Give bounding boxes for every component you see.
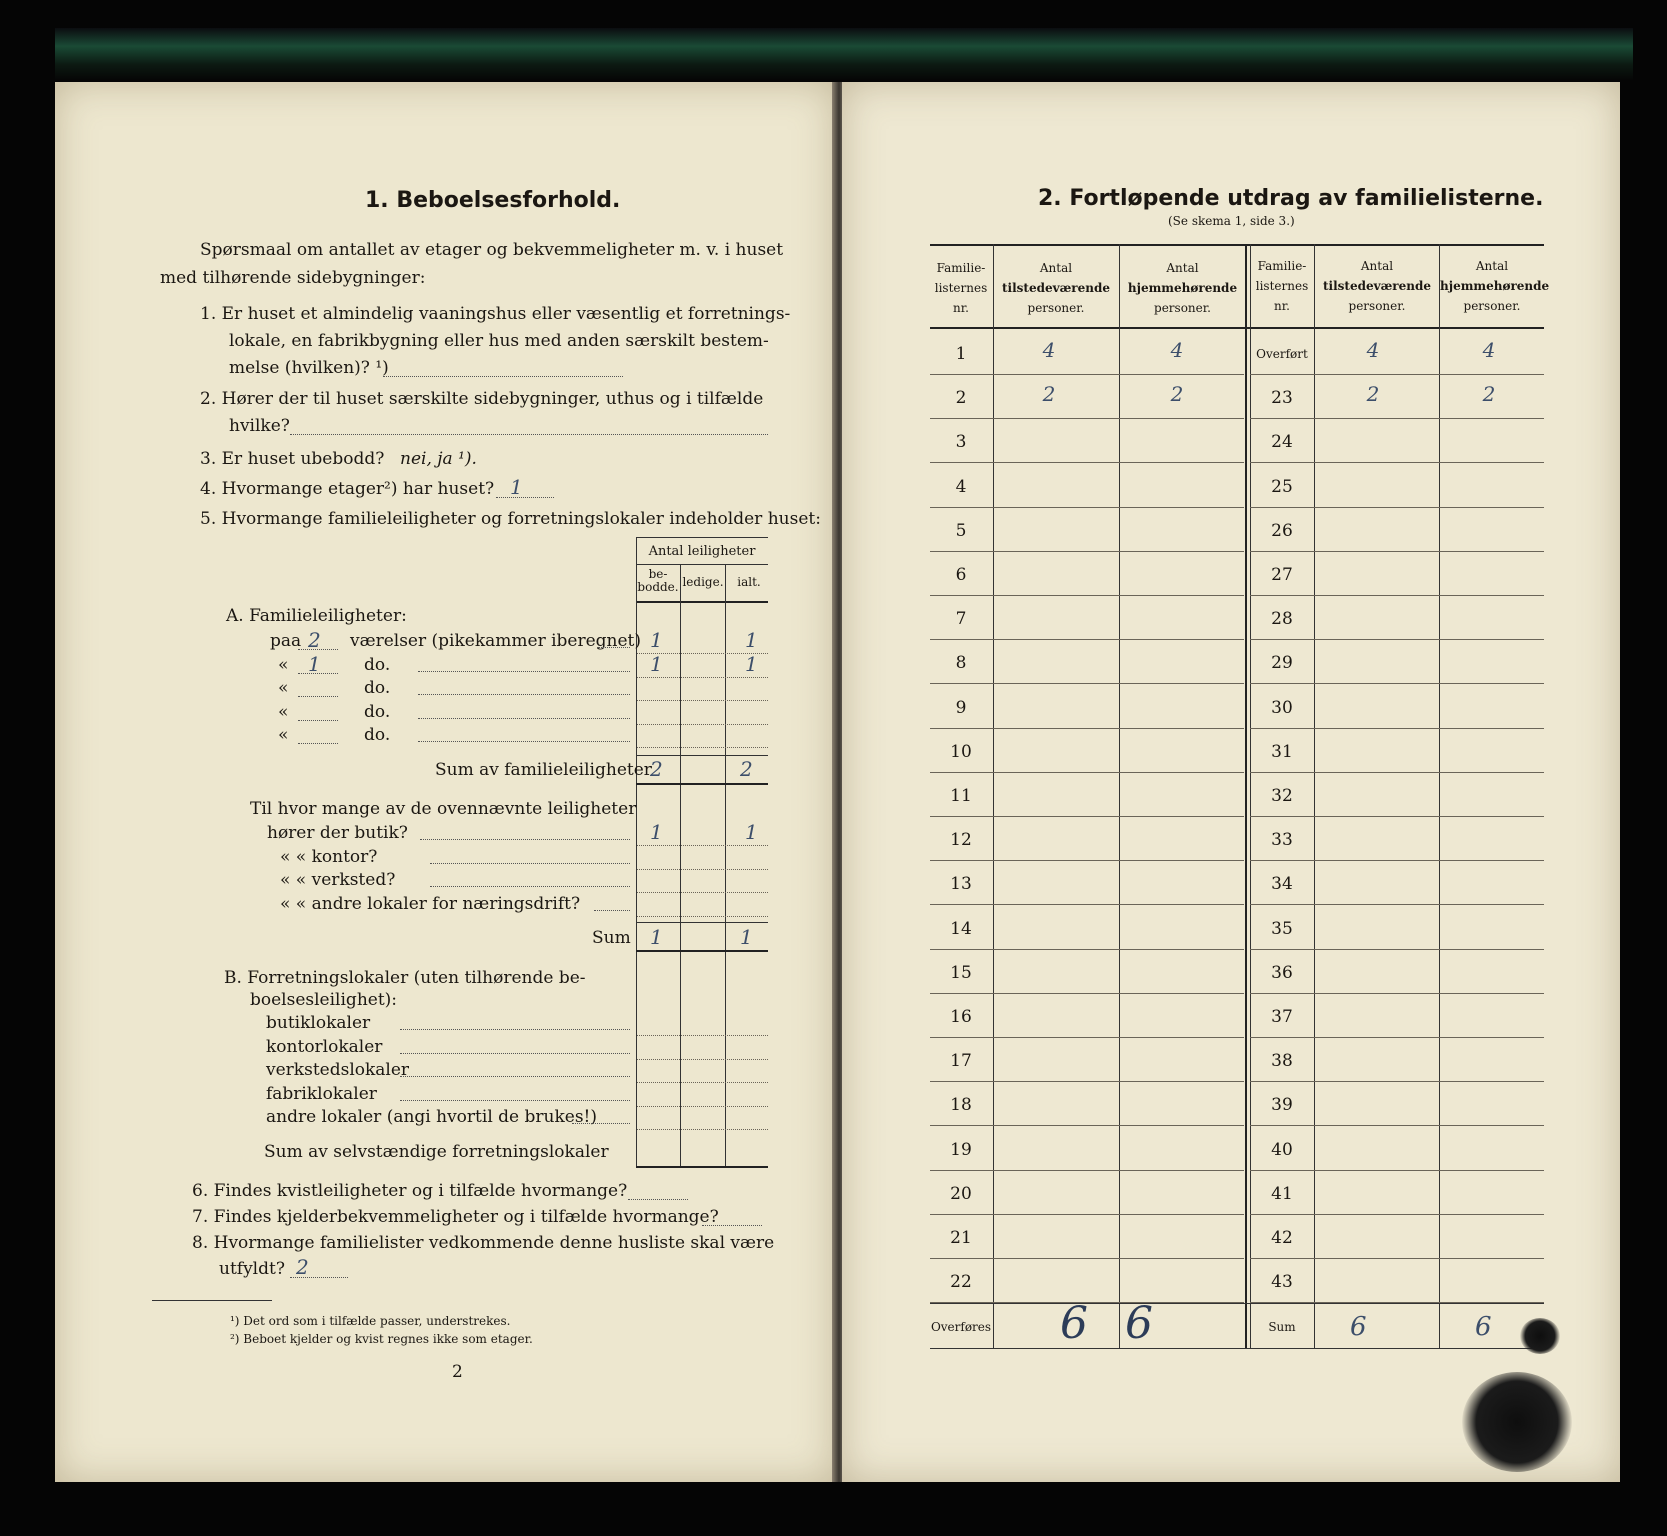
question-6: 6. Findes kvistleiligheter og i tilfælde hvormange?: [192, 1181, 628, 1201]
row-a-rooms-line: [298, 720, 338, 721]
row-a-leader: [598, 647, 630, 648]
header-nr-1: Familie-: [936, 261, 986, 275]
family-nr-right: 34: [1271, 874, 1293, 894]
row-a-label: do.: [364, 702, 391, 722]
header-nr-1-right: Familie-: [1257, 259, 1307, 273]
col-bebodde-2: bodde.: [637, 580, 679, 594]
family-rowline-left: [930, 1037, 1244, 1038]
family-nr-right: 36: [1271, 963, 1293, 983]
family-rowline-right: [1250, 462, 1544, 463]
family-vline-1: [993, 244, 994, 1348]
sum-a-top-line: [636, 755, 768, 756]
sum-shops-bebodde: 1: [650, 925, 663, 949]
sum-b-label: Sum av selvstændige forretningslokaler: [264, 1142, 609, 1162]
header-til-2-right: tilstedeværende: [1323, 279, 1431, 293]
family-rowline-left: [930, 1125, 1244, 1126]
family-nr-left: 10: [950, 742, 972, 762]
family-nr-left: 18: [950, 1095, 972, 1115]
row-a-prefix: «: [278, 702, 289, 722]
question-8-line-2: utfyldt?: [219, 1259, 285, 1279]
shops-row-leader: [594, 910, 630, 911]
family-rowline-right: [1250, 993, 1544, 994]
family-rowline-right: [1250, 418, 1544, 419]
family-rowline-right: [1250, 507, 1544, 508]
row-a-rooms-line: [298, 743, 338, 744]
family-rowline-left: [930, 639, 1244, 640]
family-hjem-left: 2: [1170, 382, 1184, 406]
family-rowline-right: [1250, 639, 1544, 640]
family-rowline-left: [930, 551, 1244, 552]
family-table-top-line: [930, 244, 1544, 246]
family-nr-left: 8: [955, 653, 967, 673]
family-nr-left: 6: [955, 565, 967, 585]
row-a-label: do.: [364, 725, 391, 745]
shops-row-label: hører der butik?: [267, 823, 408, 843]
family-rowline-left: [930, 507, 1244, 508]
col-ialt-header: ialt.: [737, 575, 761, 589]
family-rowline-right: [1250, 683, 1544, 684]
row-a-prefix: «: [278, 725, 289, 745]
family-nr-left: 7: [955, 609, 967, 629]
family-rowline-right: [1250, 772, 1544, 773]
family-nr-left: 14: [950, 919, 972, 939]
footnote-2: ²) Beboet kjelder og kvist regnes ikke som etager.: [230, 1332, 533, 1346]
family-rowline-left: [930, 816, 1244, 817]
family-rowline-right: [1250, 1258, 1544, 1259]
family-rowline-right: [1250, 860, 1544, 861]
family-nr-right: 41: [1271, 1184, 1293, 1204]
family-rowline-right: [1250, 728, 1544, 729]
header-hjem-1: Antal: [1166, 261, 1199, 275]
family-nr-left: 19: [950, 1140, 972, 1160]
family-vline-2: [1119, 244, 1120, 1348]
sum-b-bottom-line: [636, 1166, 768, 1168]
family-vline-3: [1245, 244, 1247, 1348]
sum-a-bottom-line: [636, 783, 768, 785]
section-b-row-leader: [400, 1100, 630, 1101]
footer-left-hjem: 6: [1125, 1298, 1153, 1349]
section-b-row-label: butiklokaler: [266, 1013, 371, 1033]
family-nr-left: 5: [955, 521, 967, 541]
question-4-answer: 1: [510, 475, 523, 499]
footnote-rule: [152, 1300, 272, 1301]
family-nr-left: 1: [955, 344, 967, 364]
shops-row-bebodde: 1: [650, 820, 663, 844]
family-rowline-left: [930, 1170, 1244, 1171]
section-a-heading: A. Familieleiligheter:: [226, 606, 407, 626]
footer-right-label: Sum: [1268, 1320, 1296, 1334]
section-b-row-label: verkstedslokaler: [266, 1060, 410, 1080]
table-vline-2: [680, 565, 681, 1167]
row-a-prefix: «: [278, 655, 289, 675]
family-nr-right: Overført: [1256, 347, 1308, 361]
family-til-right: 4: [1366, 338, 1380, 362]
family-vline-6: [1439, 244, 1440, 1348]
family-nr-right: 24: [1271, 432, 1293, 452]
family-rowline-left: [930, 418, 1244, 419]
section-b-row-label: kontorlokaler: [266, 1037, 383, 1057]
intro-line-1: Spørsmaal om antallet av etager og bekvemmeligheter m. v. i huset: [200, 240, 784, 260]
shops-row-cellline: [637, 869, 768, 870]
family-rowline-left: [930, 1214, 1244, 1215]
header-nr-3: nr.: [953, 301, 969, 315]
shops-question: Til hvor mange av de ovennævnte leiligheter: [250, 799, 637, 819]
family-rowline-left: [930, 683, 1244, 684]
header-nr-2-right: listernes: [1255, 279, 1309, 293]
row-a-cellline: [637, 724, 768, 725]
family-rowline-right: [1250, 374, 1544, 375]
answer-line-2: [290, 434, 768, 435]
shops-row-label: « « andre lokaler for næringsdrift?: [280, 894, 581, 914]
row-a-label: do.: [364, 655, 391, 675]
family-nr-right: 43: [1271, 1272, 1293, 1292]
family-vline-5: [1314, 244, 1315, 1348]
question-7: 7. Findes kjelderbekvemmeligheter og i tilfælde hvormange?: [192, 1207, 719, 1227]
answer-line-8: [290, 1277, 348, 1278]
sum-shops-bottom-line: [636, 950, 768, 952]
family-rowline-right: [1250, 1081, 1544, 1082]
family-rowline-left: [930, 595, 1244, 596]
header-hjem-left: [1120, 258, 1245, 318]
family-nr-left: 4: [955, 477, 967, 497]
family-nr-left: 21: [950, 1228, 972, 1248]
shops-row-cellline: [637, 845, 768, 846]
family-rowline-left: [930, 462, 1244, 463]
ink-stain-small: [1520, 1318, 1560, 1354]
shops-row-label: « « verksted?: [280, 870, 396, 890]
family-nr-left: 22: [950, 1272, 972, 1292]
header-nr-right: [1250, 256, 1314, 316]
footnote-1: ¹) Det ord som i tilfælde passer, understrekes.: [230, 1314, 511, 1328]
shops-row-label: « « kontor?: [280, 847, 378, 867]
row-a-prefix: «: [278, 678, 289, 698]
family-rowline-right: [1250, 1125, 1544, 1126]
family-rowline-left: [930, 949, 1244, 950]
scan-top-band: [55, 28, 1633, 80]
table-header: Antal leiligheter: [648, 544, 756, 559]
family-nr-right: 35: [1271, 919, 1293, 939]
family-nr-right: 40: [1271, 1140, 1293, 1160]
family-footer-top-line: [930, 1303, 1544, 1304]
family-nr-left: 12: [950, 830, 972, 850]
family-nr-left: 17: [950, 1051, 972, 1071]
section-b-row-cellline: [637, 1035, 768, 1036]
family-rowline-right: [1250, 904, 1544, 905]
col-bebodde-1: be-: [648, 567, 668, 581]
question-2-line-2: hvilke?: [229, 416, 290, 436]
section-b-row-leader: [400, 1076, 630, 1077]
family-nr-right: 33: [1271, 830, 1293, 850]
section-b-row-cellline: [637, 1129, 768, 1130]
family-table-bottom-line: [930, 1348, 1544, 1349]
section-b-row-cellline: [637, 1082, 768, 1083]
family-rowline-left: [930, 860, 1244, 861]
answer-line-4: [496, 497, 554, 498]
right-page-subtitle: (Se skema 1, side 3.): [1168, 214, 1295, 228]
section-b-heading-1: B. Forretningslokaler (uten tilhørende be-: [224, 968, 586, 988]
table-subheader-line: [636, 601, 768, 603]
row-a-cellline: [637, 700, 768, 701]
header-til-1: Antal: [1039, 261, 1073, 275]
family-nr-right: 23: [1271, 388, 1293, 408]
family-hjem-right: 2: [1482, 382, 1496, 406]
sum-a-bebodde: 2: [650, 757, 663, 781]
family-rowline-right: [1250, 1170, 1544, 1171]
left-page-number: 2: [452, 1362, 463, 1382]
family-nr-right: 38: [1271, 1051, 1293, 1071]
row-a-leader: [418, 694, 630, 695]
family-nr-left: 20: [950, 1184, 972, 1204]
section-b-row-label: fabriklokaler: [266, 1084, 377, 1104]
left-page: [55, 82, 835, 1482]
family-rowline-right: [1250, 1037, 1544, 1038]
left-page-title: 1. Beboelsesforhold.: [365, 188, 621, 213]
row-a-cellline: [637, 747, 768, 748]
row-a-rooms: 1: [308, 652, 321, 676]
col-bebodde-header: [636, 568, 680, 594]
section-b-row-cellline: [637, 1059, 768, 1060]
family-rowline-left: [930, 374, 1244, 375]
question-2-line-1: 2. Hører der til huset særskilte sidebygninger, uthus og i tilfælde: [200, 389, 764, 409]
family-rowline-left: [930, 993, 1244, 994]
row-a-leader: [418, 741, 630, 742]
header-nr-left: [930, 258, 992, 318]
family-rowline-left: [930, 904, 1244, 905]
right-page-title: 2. Fortløpende utdrag av familielisterne.: [1038, 186, 1544, 211]
row-a-rooms-line: [298, 696, 338, 697]
family-nr-left: 9: [955, 698, 967, 718]
family-rowline-right: [1250, 595, 1544, 596]
family-nr-left: 2: [955, 388, 967, 408]
question-1-line-2: lokale, en fabrikbygning eller hus med anden særskilt bestem-: [229, 331, 769, 351]
family-nr-right: 28: [1271, 609, 1293, 629]
family-nr-left: 16: [950, 1007, 972, 1027]
header-til-2: tilstedeværende: [1002, 281, 1110, 295]
shops-row-leader: [430, 863, 630, 864]
sum-a-ialt: 2: [740, 757, 753, 781]
family-nr-right: 26: [1271, 521, 1293, 541]
header-til-left: [993, 258, 1119, 318]
shops-row-ialt: 1: [745, 820, 758, 844]
sum-a-label: Sum av familieleiligheter: [435, 760, 652, 780]
question-8-answer: 2: [296, 1255, 309, 1279]
header-nr-2: listernes: [934, 281, 988, 295]
sum-shops-label: Sum: [592, 928, 631, 948]
header-hjem-1-right: Antal: [1475, 259, 1509, 273]
question-1-line-3: melse (hvilken)? ¹): [229, 358, 389, 378]
answer-line-1: [383, 376, 623, 377]
family-rowline-right: [1250, 949, 1544, 950]
question-5: 5. Hvormange familieleiligheter og forretningslokaler indeholder huset:: [200, 509, 821, 529]
family-table-header-line: [930, 327, 1544, 329]
section-b-heading-2: boelsesleilighet):: [250, 990, 398, 1010]
row-a-cellline: [637, 677, 768, 678]
family-nr-right: 42: [1271, 1228, 1293, 1248]
row-a-ialt: 1: [745, 652, 758, 676]
family-hjem-left: 4: [1170, 338, 1184, 362]
row-a-bebodde: 1: [650, 652, 663, 676]
shops-row-cellline: [637, 892, 768, 893]
answer-line-6: [628, 1199, 688, 1200]
shops-row-leader: [430, 886, 630, 887]
family-nr-left: 11: [950, 786, 972, 806]
family-nr-left: 13: [950, 874, 972, 894]
header-til-3: personer.: [1027, 301, 1085, 315]
family-til-left: 2: [1042, 382, 1056, 406]
family-nr-right: 25: [1271, 477, 1293, 497]
family-nr-right: 39: [1271, 1095, 1293, 1115]
shops-row-leader: [420, 839, 630, 840]
section-b-row-cellline: [637, 1106, 768, 1107]
question-8-line-1: 8. Hvormange familielister vedkommende denne husliste skal være: [192, 1233, 775, 1253]
section-b-row-leader: [400, 1029, 630, 1030]
section-b-row-label: andre lokaler (angi hvortil de brukes!): [266, 1107, 598, 1127]
sum-shops-ialt: 1: [740, 925, 753, 949]
family-rowline-right: [1250, 816, 1544, 817]
row-a-leader: [418, 718, 630, 719]
col-ledige-header: ledige.: [682, 575, 724, 589]
footer-left-label: Overføres: [930, 1320, 992, 1334]
header-til-right: [1315, 256, 1439, 316]
family-hjem-right: 4: [1482, 338, 1496, 362]
family-rowline-right: [1250, 551, 1544, 552]
question-4: 4. Hvormange etager²) har huset?: [200, 479, 495, 499]
family-rowline-left: [930, 1258, 1244, 1259]
footer-right-hjem: 6: [1475, 1312, 1492, 1342]
family-nr-right: 37: [1271, 1007, 1293, 1027]
shops-row-cellline: [637, 916, 768, 917]
family-nr-right: 29: [1271, 653, 1293, 673]
table-header-line: [636, 564, 768, 565]
question-1-line-1: 1. Er huset et almindelig vaaningshus eller væsentlig et forretnings-: [200, 304, 791, 324]
family-til-right: 2: [1366, 382, 1380, 406]
row-a-label: do.: [364, 678, 391, 698]
header-til-3-right: personer.: [1348, 299, 1406, 313]
header-hjem-2: hjemmehørende: [1127, 281, 1238, 295]
footer-right-til: 6: [1350, 1312, 1367, 1342]
family-til-left: 4: [1042, 338, 1056, 362]
family-nr-right: 32: [1271, 786, 1293, 806]
row-a-ialt: 1: [745, 628, 758, 652]
header-hjem-3-right: personer.: [1463, 299, 1521, 313]
header-nr-3-right: nr.: [1274, 299, 1290, 313]
row-a-leader: [418, 671, 630, 672]
family-nr-right: 31: [1271, 742, 1293, 762]
family-nr-left: 15: [950, 963, 972, 983]
family-rowline-left: [930, 1081, 1244, 1082]
family-rowline-right: [1250, 1214, 1544, 1215]
header-hjem-right: [1440, 256, 1550, 316]
family-nr-left: 3: [955, 432, 967, 452]
table-vline-3: [725, 565, 726, 1167]
family-nr-right: 27: [1271, 565, 1293, 585]
row-a-label: værelser (pikekammer iberegnet): [350, 631, 642, 651]
question-3-options: nei, ja ¹).: [400, 449, 477, 469]
family-rowline-left: [930, 728, 1244, 729]
question-3: 3. Er huset ubebodd?: [200, 449, 385, 469]
footer-left-til: 6: [1060, 1298, 1088, 1349]
intro-line-2: med tilhørende sidebygninger:: [160, 268, 426, 288]
header-til-1-right: Antal: [1360, 259, 1394, 273]
answer-line-7: [702, 1225, 762, 1226]
family-rowline-left: [930, 772, 1244, 773]
section-b-row-leader: [572, 1123, 630, 1124]
header-hjem-3: personer.: [1154, 301, 1211, 315]
row-a-bebodde: 1: [650, 628, 663, 652]
ink-stain: [1462, 1372, 1572, 1472]
header-hjem-2-right: hjemmehørende: [1440, 279, 1550, 293]
row-a-rooms: 2: [308, 628, 321, 652]
row-a-prefix: paa: [270, 631, 302, 651]
family-nr-right: 30: [1271, 698, 1293, 718]
sum-shops-top-line: [636, 922, 768, 923]
section-b-row-leader: [400, 1053, 630, 1054]
table-top-line: [636, 537, 768, 538]
